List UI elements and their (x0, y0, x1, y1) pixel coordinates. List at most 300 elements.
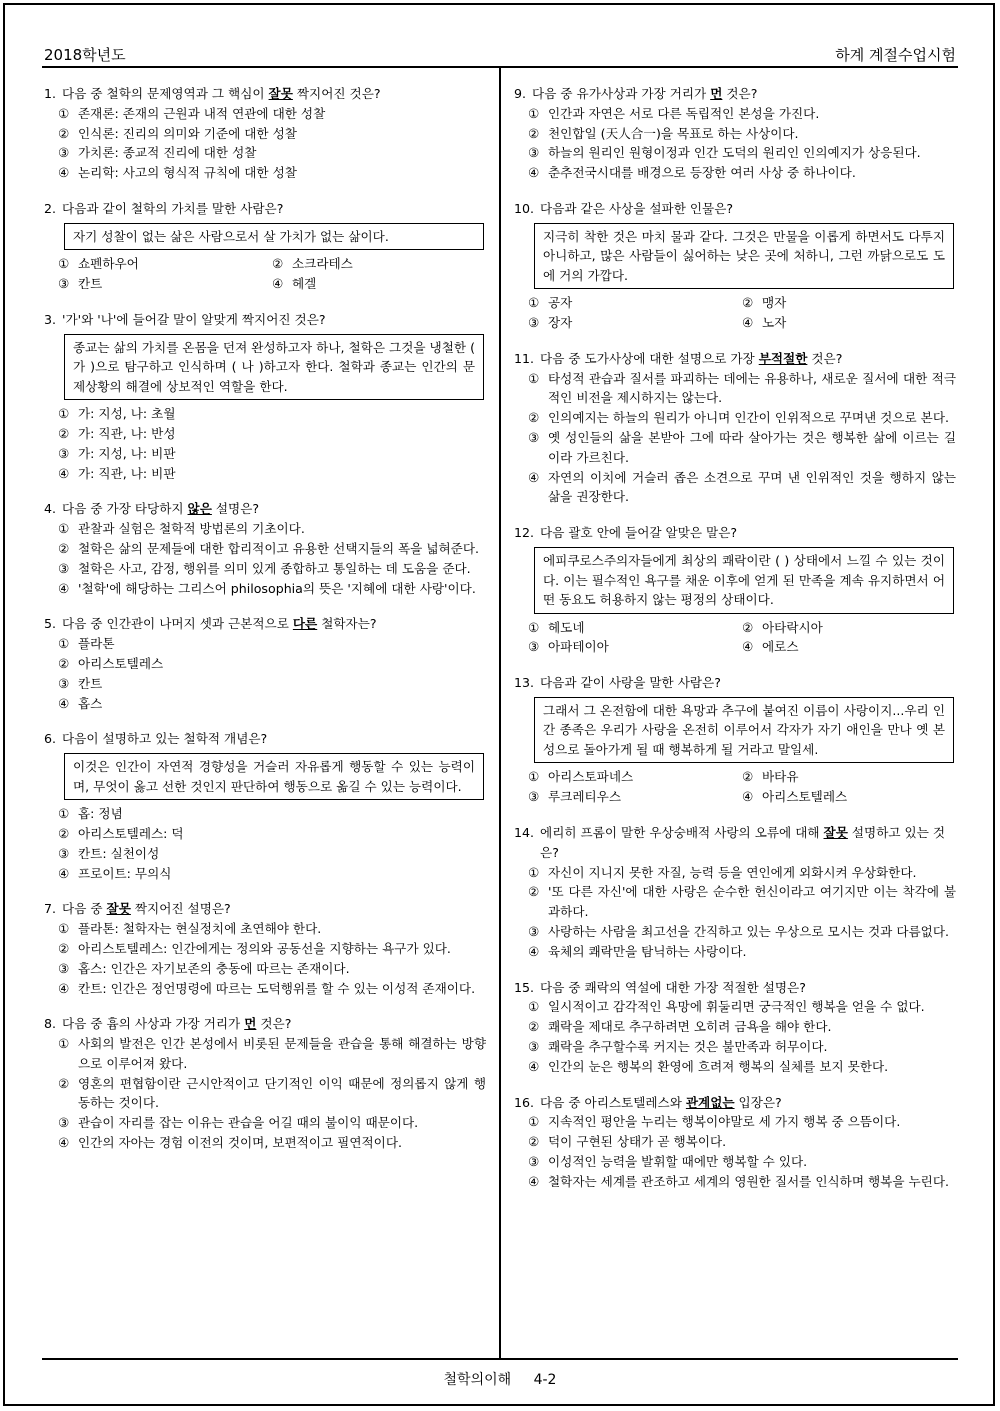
answer-option[interactable] (514, 863, 956, 883)
answer-option[interactable] (742, 293, 956, 313)
footer-page: 4-2 (533, 1372, 557, 1388)
option-text: '또 다른 자신'에 대한 사랑은 순수한 헌신이라고 여기지만 이는 착각에 불과하다. (548, 884, 956, 920)
option-marker: ② (742, 295, 754, 311)
answer-option[interactable] (44, 404, 486, 424)
option-marker: ③ (58, 1115, 70, 1131)
question-text-pre: 다음 중 도가사상에 대한 설명으로 가장 (540, 350, 759, 366)
option-marker: ① (58, 921, 70, 937)
option-text: 논리학: 사고의 형식적 규칙에 대한 성찰 (78, 165, 297, 181)
question-stem (44, 1014, 486, 1034)
answer-option[interactable] (514, 942, 956, 962)
emphasis-underline: 먼 (244, 1016, 257, 1032)
question (44, 499, 486, 598)
option-text: 자신이 지니지 못한 자질, 능력 등을 연인에게 외화시켜 우상화한다. (548, 864, 917, 880)
question-text-post: 것은? (722, 86, 758, 101)
option-marker: ③ (58, 560, 70, 576)
option-marker: ③ (58, 145, 70, 161)
question-text (540, 823, 956, 863)
question (44, 199, 486, 294)
question-number: 10. (514, 200, 535, 216)
emphasis-underline: 부적절한 (758, 350, 808, 366)
option-marker: ④ (58, 465, 70, 481)
question (44, 614, 486, 713)
question-text (62, 310, 486, 330)
question-text-post: 짝지어진 것은? (292, 86, 381, 101)
question-text-pre: 다음 중 (62, 901, 107, 917)
option-text: 소크라테스 (292, 256, 353, 272)
question-text (62, 729, 486, 749)
option-marker: ① (58, 256, 70, 272)
footer (0, 1369, 1000, 1389)
option-marker: ③ (58, 960, 70, 976)
answer-option[interactable] (44, 1034, 486, 1074)
header-exam-title: 하계 계절수업시험 (835, 46, 956, 64)
question-text (532, 84, 956, 104)
option-text: 철학은 사고, 감정, 행위를 의미 있게 종합하고 통일하는 데 도움을 준다. (78, 560, 471, 576)
answer-option[interactable] (742, 787, 956, 807)
option-text: 아리스토파네스 (548, 769, 634, 785)
option-text: 인의예지는 하늘의 원리가 아니며 인간이 인위적으로 꾸며낸 것으로 본다. (548, 410, 949, 426)
question-stem (44, 499, 486, 519)
question-text-pre: 다음이 설명하고 있는 철학적 개념은? (62, 731, 268, 747)
option-text: 아타락시아 (762, 619, 823, 635)
question-stem (44, 614, 486, 634)
option-marker: ④ (58, 865, 70, 881)
question-text (540, 978, 956, 998)
question-text-post: 입장은? (734, 1094, 782, 1110)
option-text: 루크레티우스 (548, 789, 621, 805)
option-text: 플라톤: 철학자는 현실정치에 초연해야 한다. (78, 921, 322, 937)
question-text-post: 철학자는? (317, 616, 377, 632)
passage-box: 그래서 그 온전함에 대한 욕망과 추구에 붙여진 이름이 사랑이지...우리 인간 종족은 우리가 사랑을 온전히 이루어서 각자가 자기 애인을 만나 옛 본성으로 돌아가게 될 때 행복하게 될 거라고 말일세. (534, 697, 954, 764)
footer-course: 철학의이해 (443, 1372, 512, 1388)
answer-option[interactable] (44, 694, 486, 714)
option-text: 존재론: 존재의 근원과 내적 연관에 대한 성찰 (78, 105, 326, 121)
question-stem (44, 899, 486, 919)
answer-option[interactable] (514, 1017, 956, 1037)
option-marker: ④ (742, 315, 754, 331)
option-marker: ③ (58, 675, 70, 691)
emphasis-underline: 잘못 (268, 86, 293, 101)
option-text: 아리스토텔레스 (762, 789, 848, 805)
answer-option[interactable] (514, 428, 956, 468)
option-text: 헤도네 (548, 619, 585, 635)
answer-option[interactable] (44, 1074, 486, 1114)
answer-option[interactable] (44, 444, 486, 464)
option-marker: ② (528, 884, 540, 900)
option-marker: ① (528, 105, 540, 121)
option-text: 아리스토텔레스: 인간에게는 정의와 공동선을 지향하는 욕구가 있다. (78, 940, 451, 956)
option-text: 칸트 (78, 675, 103, 691)
option-marker: ③ (528, 924, 540, 940)
answer-option[interactable] (44, 864, 486, 884)
question-number: 13. (514, 675, 535, 691)
option-text: 홉스 (78, 695, 103, 711)
question-text-pre: 다음 중 철학의 문제영역과 그 핵심이 (62, 86, 269, 101)
emphasis-underline: 않은 (187, 501, 212, 517)
option-text: 가: 지성, 나: 초월 (78, 406, 176, 422)
option-marker: ② (272, 256, 284, 272)
option-marker: ② (528, 1134, 540, 1150)
option-text: 이성적인 능력을 발휘할 때에만 행복할 수 있다. (548, 1153, 808, 1169)
option-marker: ① (58, 1036, 70, 1052)
question-text-pre: 다음 중 쾌락의 역설에 대한 가장 적절한 설명은? (540, 979, 806, 995)
answer-option[interactable] (44, 519, 486, 539)
question (44, 84, 486, 183)
answer-option[interactable] (742, 637, 956, 657)
option-text: 칸트: 실천이성 (78, 845, 160, 861)
emphasis-underline: 잘못 (823, 825, 848, 841)
option-text: '철학'에 해당하는 그리스어 philosophia의 뜻은 '지혜에 대한 사랑'이다. (78, 580, 476, 596)
option-text: 사랑하는 사람을 최고선을 간직하고 있는 우상으로 모시는 것과 다름없다. (548, 924, 949, 940)
question-number: 16. (514, 1094, 535, 1110)
option-text: 인간의 눈은 행복의 환영에 흐려져 행복의 실체를 보지 못한다. (548, 1058, 889, 1074)
question-stem (514, 823, 956, 863)
option-text: 에로스 (762, 639, 799, 655)
question-text (62, 84, 486, 104)
question-text-pre: 에리히 프롬이 말한 우상숭배적 사랑의 오류에 대해 (540, 825, 824, 841)
option-text: 지속적인 평안을 누리는 행복이야말로 세 가지 행복 중 으뜸이다. (548, 1114, 901, 1130)
option-marker: ② (58, 940, 70, 956)
option-marker: ④ (58, 1135, 70, 1151)
question-number: 8. (44, 1016, 57, 1032)
option-marker: ③ (58, 276, 70, 292)
option-text: 천인합일 (天人合一)을 목표로 하는 사상이다. (548, 125, 799, 141)
question-number: 5. (44, 616, 57, 632)
question (44, 1014, 486, 1153)
option-text: 영혼의 편협함이란 근시안적이고 단기적인 이익 때문에 정의롭지 않게 행동하는 것이다. (78, 1075, 486, 1111)
question-text (62, 899, 486, 919)
option-marker: ① (528, 999, 540, 1015)
answer-option[interactable] (514, 104, 956, 124)
option-marker: ① (528, 370, 540, 386)
question-stem (514, 978, 956, 998)
answer-option[interactable] (514, 163, 956, 183)
option-marker: ① (528, 295, 540, 311)
answer-option[interactable] (44, 824, 486, 844)
answer-option[interactable] (44, 163, 486, 183)
option-marker: ④ (528, 1058, 540, 1074)
passage-box: 이것은 인간이 자연적 경향성을 거슬러 자유롭게 행동할 수 있는 능력이며, 무엇이 옳고 선한 것인지 판단하여 행동으로 옮길 수 있는 능력이다. (64, 753, 484, 800)
passage-box: 에피쿠로스주의자들에게 최상의 쾌락이란 ( ) 상태에서 느낄 수 있는 것이다. 이는 필수적인 욕구를 채운 이후에 얻게 된 만족을 계속 유지하면서 어떤 동요도 허용하지 않는 평정의 상태이다. (534, 547, 954, 614)
option-text: 자연의 이치에 거슬러 좁은 소견으로 꾸며 낸 인위적인 것을 행하지 않는 삶을 권장한다. (548, 469, 956, 505)
question-number: 1. (44, 86, 57, 101)
option-text: 인간의 자아는 경험 이전의 것이며, 보편적이고 필연적이다. (78, 1135, 402, 1151)
answer-option[interactable] (528, 787, 742, 807)
option-marker: ④ (58, 980, 70, 996)
question (44, 729, 486, 883)
question-stem (44, 310, 486, 330)
option-marker: ① (58, 105, 70, 121)
option-text: 관습이 자리를 잡는 이유는 관습을 어길 때의 불이익 때문이다. (78, 1115, 419, 1131)
answer-option[interactable] (44, 464, 486, 484)
answer-option[interactable] (272, 254, 486, 274)
question-stem (44, 729, 486, 749)
option-text: 홉: 정념 (78, 806, 123, 822)
option-text: 아리스토텔레스 (78, 655, 164, 671)
answer-option[interactable] (528, 618, 742, 638)
question-number: 6. (44, 731, 57, 747)
option-marker: ④ (742, 639, 754, 655)
option-text: 칸트 (78, 276, 103, 292)
answer-option[interactable] (44, 539, 486, 559)
question-number: 2. (44, 200, 57, 216)
question-stem (514, 673, 956, 693)
answer-option[interactable] (514, 408, 956, 428)
option-text: 칸트: 인간은 정언명령에 따르는 도덕행위를 할 수 있는 이성적 존재이다. (78, 980, 476, 996)
option-text: 장자 (548, 315, 573, 331)
option-marker: ④ (528, 469, 540, 485)
question (514, 978, 956, 1077)
option-marker: ③ (528, 1039, 540, 1054)
option-marker: ③ (528, 1153, 540, 1169)
option-marker: ③ (58, 445, 70, 461)
answer-option[interactable] (44, 143, 486, 163)
answer-option[interactable] (44, 124, 486, 144)
answer-option[interactable] (58, 274, 272, 294)
answer-option[interactable] (514, 1172, 956, 1192)
option-text: 가: 직관, 나: 반성 (78, 425, 176, 441)
answer-option[interactable] (44, 844, 486, 864)
question-text-pre: 다음과 같이 사랑을 말한 사람은? (540, 675, 721, 691)
answer-option[interactable] (514, 1112, 956, 1132)
answer-option[interactable] (44, 559, 486, 579)
option-marker: ① (58, 521, 70, 537)
answer-option[interactable] (44, 959, 486, 979)
question (514, 673, 956, 807)
answer-option[interactable] (44, 579, 486, 599)
option-marker: ④ (528, 165, 540, 181)
answer-option[interactable] (528, 767, 742, 787)
answer-option[interactable] (514, 997, 956, 1017)
option-marker: ① (528, 1114, 540, 1130)
question (514, 1093, 956, 1192)
answer-option[interactable] (44, 919, 486, 939)
answer-option[interactable] (514, 1057, 956, 1077)
answer-option[interactable] (514, 369, 956, 409)
question-number: 7. (44, 901, 57, 917)
question-text-pre: 다음과 같이 철학의 가치를 말한 사람은? (62, 200, 284, 216)
question-stem (514, 84, 956, 104)
answer-option[interactable] (58, 254, 272, 274)
question-text (540, 349, 956, 369)
question-number: 12. (514, 525, 535, 541)
answer-option[interactable] (44, 634, 486, 654)
answer-option[interactable] (514, 882, 956, 922)
question-text (62, 199, 486, 219)
question (514, 349, 956, 507)
answer-option[interactable] (742, 313, 956, 333)
option-marker: ③ (528, 789, 540, 805)
question-stem (514, 199, 956, 219)
option-text: 일시적이고 감각적인 욕망에 휘둘리면 궁극적인 행복을 얻을 수 없다. (548, 999, 925, 1015)
question-text-pre: 다음 중 유가사상과 가장 거리가 (532, 86, 711, 101)
question-number: 3. (44, 311, 57, 327)
option-text: 인간과 자연은 서로 다른 독립적인 본성을 가진다. (548, 105, 820, 121)
option-text: 가: 지성, 나: 비판 (78, 445, 176, 461)
question-text-pre: 다음 중 인간관이 나머지 셋과 근본적으로 (62, 616, 293, 632)
answer-option[interactable] (272, 274, 486, 294)
option-text: 옛 성인들의 삶을 본받아 그에 따라 살아가는 것은 행복한 삶에 이르는 길이라 가르친다. (548, 430, 956, 465)
answer-option[interactable] (742, 767, 956, 787)
option-text: 쇼펜하우어 (78, 256, 139, 272)
footer-rule (42, 1358, 958, 1360)
option-marker: ② (58, 540, 70, 556)
answer-option[interactable] (514, 922, 956, 942)
answer-option[interactable] (528, 293, 742, 313)
answer-option[interactable] (514, 1152, 956, 1172)
option-text: 노자 (762, 315, 787, 331)
question (44, 899, 486, 998)
passage-box: 자기 성찰이 없는 삶은 사람으로서 살 가치가 없는 삶이다. (64, 223, 484, 251)
question-text-post: 설명은? (211, 501, 260, 517)
answer-option[interactable] (44, 939, 486, 959)
passage-box: 종교는 삶의 가치를 온몸을 던져 완성하고자 하나, 철학은 그것을 냉철한 ( 가 )으로 탐구하고 인식하며 ( 나 )하고자 한다. 철학과 종교는 인간의 문제상황의 해결에 상보적인 역할을 한다. (64, 334, 484, 401)
answer-option[interactable] (514, 468, 956, 508)
answer-option[interactable] (742, 618, 956, 638)
option-marker: ① (528, 769, 540, 785)
answer-option[interactable] (44, 424, 486, 444)
question-number: 9. (514, 86, 527, 101)
option-marker: ④ (58, 695, 70, 711)
option-marker: ② (528, 1019, 540, 1035)
answer-options (514, 618, 956, 658)
question (514, 823, 956, 962)
answer-options (514, 293, 956, 333)
option-marker: ① (58, 806, 70, 822)
question-number: 11. (514, 350, 535, 366)
question-number: 14. (514, 825, 535, 841)
option-marker: ② (58, 1075, 70, 1091)
option-text: 관찰과 실험은 철학적 방법론의 기초이다. (78, 521, 305, 537)
option-text: 춘추전국시대를 배경으로 등장한 여러 사상 중 하나이다. (548, 165, 856, 181)
option-text: 사회의 발전은 인간 본성에서 비롯된 문제들을 관습을 통해 해결하는 방향으로 이루어져 왔다. (78, 1036, 486, 1071)
option-text: 아파테이아 (548, 639, 609, 655)
question-text-pre: 다음 중 흄의 사상과 가장 거리가 (62, 1016, 245, 1032)
right-column (514, 84, 956, 1208)
question-number: 15. (514, 979, 535, 995)
answer-option[interactable] (44, 804, 486, 824)
passage-box: 지극히 착한 것은 마치 물과 같다. 그것은 만물을 이롭게 하면서도 다투지 아니하고, 많은 사람들이 싫어하는 낮은 곳에 처하니, 그런 까닭으로도 도에 거의 가깝다. (534, 223, 954, 290)
option-marker: ③ (528, 639, 540, 655)
option-text: 인식론: 진리의 의미와 기준에 대한 성찰 (78, 125, 297, 141)
option-marker: ② (58, 655, 70, 671)
question-text-post: 것은? (807, 350, 843, 366)
question (514, 84, 956, 183)
option-marker: ④ (58, 580, 70, 596)
header-year: 2018학년도 (44, 46, 126, 64)
question-stem (44, 199, 486, 219)
answer-option[interactable] (514, 1037, 956, 1057)
answer-option[interactable] (514, 124, 956, 144)
option-marker: ① (528, 864, 540, 880)
answer-option[interactable] (528, 313, 742, 333)
option-text: 덕이 구현된 상태가 곧 행복이다. (548, 1134, 727, 1150)
option-marker: ③ (528, 315, 540, 331)
question-text (540, 523, 956, 543)
option-text: 타성적 관습과 질서를 파괴하는 데에는 유용하나, 새로운 질서에 대한 적극적인 비전을 제시하지는 않는다. (548, 370, 956, 406)
question-text-pre: 다음과 같은 사상을 설파한 인물은? (540, 200, 734, 216)
question (514, 199, 956, 333)
option-text: 가: 직관, 나: 비판 (78, 465, 176, 481)
question-stem (44, 84, 486, 104)
option-text: 공자 (548, 295, 573, 311)
emphasis-underline: 관계없는 (685, 1094, 735, 1110)
question-text-pre: 다음 괄호 안에 들어갈 알맞은 말은? (540, 525, 738, 541)
question (514, 523, 956, 657)
emphasis-underline: 먼 (710, 86, 723, 101)
option-text: 아리스토텔레스: 덕 (78, 825, 184, 841)
option-text: 플라톤 (78, 636, 115, 652)
option-marker: ② (58, 125, 70, 141)
question-stem (514, 349, 956, 369)
answer-options (44, 254, 486, 294)
question-text-post: 것은? (256, 1016, 292, 1032)
option-marker: ② (528, 410, 540, 426)
answer-option[interactable] (528, 637, 742, 657)
option-text: 쾌락을 제대로 추구하려면 오히려 금욕을 해야 한다. (548, 1019, 832, 1035)
emphasis-underline: 잘못 (106, 901, 131, 917)
answer-option[interactable] (44, 1133, 486, 1153)
question-text-pre: 다음 중 가장 타당하지 (62, 501, 188, 517)
question-text (62, 499, 486, 519)
option-marker: ③ (58, 845, 70, 861)
question-text (540, 673, 956, 693)
option-marker: ④ (528, 1173, 540, 1189)
option-text: 바타유 (762, 769, 799, 785)
question-text (540, 199, 956, 219)
question-text-post: 설명하고 있는 것은? (540, 825, 946, 860)
question-stem (514, 1093, 956, 1113)
option-marker: ① (58, 636, 70, 652)
answer-option[interactable] (514, 1132, 956, 1152)
question-text (540, 1093, 956, 1113)
option-marker: ④ (528, 943, 540, 959)
answer-option[interactable] (514, 143, 956, 163)
emphasis-underline: 다른 (292, 616, 318, 632)
option-marker: ② (58, 825, 70, 841)
option-marker: ④ (742, 789, 754, 805)
option-text: 헤겔 (292, 276, 317, 292)
option-marker: ④ (58, 165, 70, 181)
option-text: 철학은 삶의 문제들에 대한 합리적이고 유용한 선택지들의 폭을 넓혀준다. (78, 540, 479, 556)
option-text: 가치론: 종교적 진리에 대한 성찰 (78, 145, 257, 161)
option-marker: ② (58, 425, 70, 441)
answer-options (514, 767, 956, 807)
option-text: 맹자 (762, 295, 787, 311)
question-text (62, 1014, 486, 1034)
question-text-pre: '가'와 '나'에 들어갈 말이 알맞게 짝지어진 것은? (62, 311, 326, 327)
answer-option[interactable] (44, 654, 486, 674)
option-marker: ③ (528, 145, 540, 161)
option-text: 프로이트: 무의식 (78, 865, 172, 881)
column-divider (499, 66, 501, 1360)
option-marker: ③ (528, 430, 540, 446)
option-marker: ④ (272, 276, 284, 292)
option-marker: ① (528, 619, 540, 635)
left-column (44, 84, 486, 1169)
option-text: 철학자는 세계를 관조하고 세계의 영원한 질서를 인식하며 행복을 누린다. (548, 1173, 949, 1189)
answer-option[interactable] (44, 1113, 486, 1133)
answer-option[interactable] (44, 979, 486, 999)
option-marker: ② (528, 125, 540, 141)
question-text-post: 짝지어진 설명은? (130, 901, 231, 917)
option-text: 육체의 쾌락만을 탐닉하는 사랑이다. (548, 943, 747, 959)
answer-option[interactable] (44, 104, 486, 124)
question-number: 4. (44, 501, 57, 517)
option-text: 하늘의 원리인 원형이정과 인간 도덕의 원리인 인의예지가 상응된다. (548, 145, 921, 161)
answer-option[interactable] (44, 674, 486, 694)
